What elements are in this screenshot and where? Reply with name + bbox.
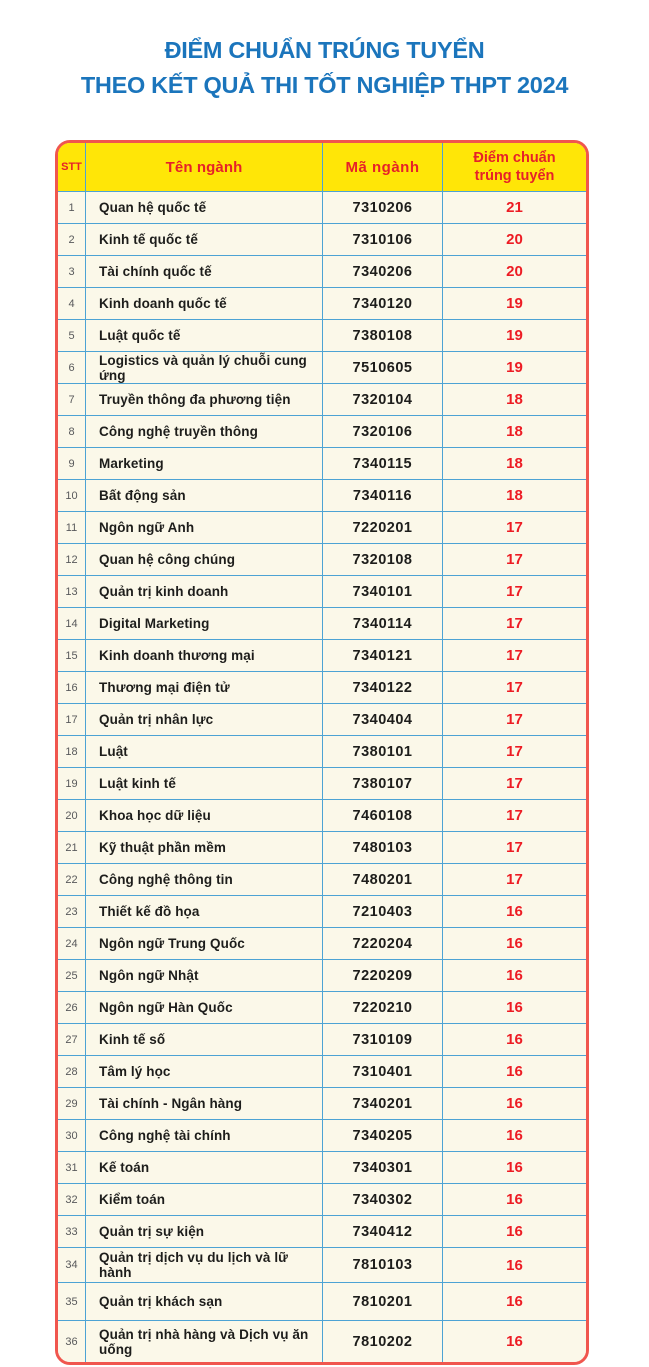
table-row — [58, 319, 586, 351]
row-index: 1 — [58, 192, 86, 223]
major-code: 7380108 — [323, 320, 443, 351]
admission-score: 17 — [506, 807, 523, 824]
major-name: Bất động sản — [86, 480, 323, 511]
row-index: 21 — [58, 832, 86, 863]
major-name: Kinh doanh thương mại — [86, 640, 323, 671]
table-row — [58, 703, 586, 735]
major-name: Luật — [86, 736, 323, 767]
table-row — [58, 863, 586, 895]
table-row — [58, 447, 586, 479]
major-code: 7340121 — [323, 640, 443, 671]
major-code: 7310401 — [323, 1056, 443, 1087]
row-index: 6 — [58, 352, 86, 383]
admission-score: 17 — [506, 839, 523, 856]
table-row — [58, 287, 586, 319]
major-code: 7340404 — [323, 704, 443, 735]
major-name: Kế toán — [86, 1152, 323, 1183]
page-title-line2: THEO KẾT QUẢ THI TỐT NGHIỆP THPT 2024 — [80, 72, 569, 98]
table-row — [58, 639, 586, 671]
major-code: 7810202 — [323, 1321, 443, 1362]
table-row — [58, 191, 586, 223]
table-row — [58, 735, 586, 767]
major-name: Ngôn ngữ Hàn Quốc — [86, 992, 323, 1023]
major-code: 7340302 — [323, 1184, 443, 1215]
admission-score: 18 — [506, 455, 523, 472]
major-name: Quản trị nhà hàng và Dịch vụ ăn uống — [86, 1321, 323, 1362]
row-index: 18 — [58, 736, 86, 767]
major-code: 7320108 — [323, 544, 443, 575]
major-code: 7380101 — [323, 736, 443, 767]
major-name: Quản trị khách sạn — [86, 1283, 323, 1320]
major-code: 7460108 — [323, 800, 443, 831]
row-index: 9 — [58, 448, 86, 479]
major-code: 7210403 — [323, 896, 443, 927]
major-name: Kỹ thuật phần mềm — [86, 832, 323, 863]
major-code: 7220204 — [323, 928, 443, 959]
admission-score: 16 — [506, 1159, 523, 1176]
table-row — [58, 991, 586, 1023]
table-row — [58, 767, 586, 799]
row-index: 36 — [58, 1321, 86, 1362]
major-code: 7480103 — [323, 832, 443, 863]
major-name: Tài chính quốc tế — [86, 256, 323, 287]
major-name: Công nghệ thông tin — [86, 864, 323, 895]
major-name: Truyền thông đa phương tiện — [86, 384, 323, 415]
admission-score: 16 — [506, 935, 523, 952]
row-index: 16 — [58, 672, 86, 703]
major-code: 7220209 — [323, 960, 443, 991]
row-index: 20 — [58, 800, 86, 831]
row-index: 33 — [58, 1216, 86, 1247]
major-name: Luật quốc tế — [86, 320, 323, 351]
major-name: Kinh tế quốc tế — [86, 224, 323, 255]
major-code: 7220201 — [323, 512, 443, 543]
admission-score: 16 — [506, 999, 523, 1016]
major-name: Quan hệ quốc tế — [86, 192, 323, 223]
major-name: Kiểm toán — [86, 1184, 323, 1215]
major-name: Quản trị dịch vụ du lịch và lữ hành — [86, 1248, 323, 1282]
table-row — [58, 415, 586, 447]
admission-score: 21 — [506, 199, 523, 216]
admission-score: 16 — [506, 1063, 523, 1080]
row-index: 7 — [58, 384, 86, 415]
admission-score: 17 — [506, 711, 523, 728]
row-index: 5 — [58, 320, 86, 351]
admission-score-table — [55, 140, 589, 1365]
row-index: 12 — [58, 544, 86, 575]
column-header-score-label: Điểm chuẩn trúng tuyển — [473, 149, 556, 184]
table-row — [58, 607, 586, 639]
major-code: 7510605 — [323, 352, 443, 383]
major-code: 7480201 — [323, 864, 443, 895]
admission-score: 17 — [506, 743, 523, 760]
column-header-score — [443, 143, 586, 191]
table-row — [58, 1320, 586, 1362]
admission-score: 18 — [506, 391, 523, 408]
admission-score: 20 — [506, 263, 523, 280]
major-code: 7320104 — [323, 384, 443, 415]
admission-score: 16 — [506, 1191, 523, 1208]
major-code: 7340412 — [323, 1216, 443, 1247]
major-code: 7810201 — [323, 1283, 443, 1320]
major-name: Tâm lý học — [86, 1056, 323, 1087]
row-index: 17 — [58, 704, 86, 735]
major-code: 7340120 — [323, 288, 443, 319]
column-header-code: Mã ngành — [323, 143, 443, 191]
admission-score: 17 — [506, 775, 523, 792]
admission-score: 16 — [506, 1031, 523, 1048]
major-code: 7810103 — [323, 1248, 443, 1282]
admission-score: 19 — [506, 359, 523, 376]
major-code: 7310206 — [323, 192, 443, 223]
page-title — [0, 33, 649, 103]
admission-score: 20 — [506, 231, 523, 248]
admission-score: 17 — [506, 519, 523, 536]
admission-score: 18 — [506, 423, 523, 440]
table-row — [58, 959, 586, 991]
admission-score: 16 — [506, 1256, 523, 1274]
table-row — [58, 1183, 586, 1215]
major-code: 7340205 — [323, 1120, 443, 1151]
table-row — [58, 479, 586, 511]
table-row — [58, 351, 586, 383]
major-code: 7310109 — [323, 1024, 443, 1055]
major-code: 7340115 — [323, 448, 443, 479]
row-index: 30 — [58, 1120, 86, 1151]
major-name: Logistics và quản lý chuỗi cung ứng — [86, 352, 323, 383]
row-index: 34 — [58, 1248, 86, 1282]
major-code: 7380107 — [323, 768, 443, 799]
table-row — [58, 1215, 586, 1247]
admission-score: 16 — [506, 903, 523, 920]
major-name: Quản trị nhân lực — [86, 704, 323, 735]
admission-score: 17 — [506, 679, 523, 696]
table-row — [58, 543, 586, 575]
major-code: 7340301 — [323, 1152, 443, 1183]
major-name: Ngôn ngữ Trung Quốc — [86, 928, 323, 959]
table-row — [58, 799, 586, 831]
row-index: 23 — [58, 896, 86, 927]
major-name: Ngôn ngữ Anh — [86, 512, 323, 543]
admission-score: 17 — [506, 583, 523, 600]
table-row — [58, 511, 586, 543]
admission-score: 18 — [506, 487, 523, 504]
admission-score: 17 — [506, 871, 523, 888]
major-name: Quản trị sự kiện — [86, 1216, 323, 1247]
major-name: Quản trị kinh doanh — [86, 576, 323, 607]
major-name: Thiết kế đồ họa — [86, 896, 323, 927]
major-name: Ngôn ngữ Nhật — [86, 960, 323, 991]
admission-score: 19 — [506, 327, 523, 344]
major-name: Công nghệ truyền thông — [86, 416, 323, 447]
major-name: Tài chính - Ngân hàng — [86, 1088, 323, 1119]
admission-score: 17 — [506, 551, 523, 568]
row-index: 32 — [58, 1184, 86, 1215]
row-index: 35 — [58, 1283, 86, 1320]
row-index: 15 — [58, 640, 86, 671]
admission-score: 16 — [506, 1095, 523, 1112]
table-row — [58, 671, 586, 703]
row-index: 2 — [58, 224, 86, 255]
admission-score: 17 — [506, 647, 523, 664]
row-index: 31 — [58, 1152, 86, 1183]
row-index: 14 — [58, 608, 86, 639]
row-index: 27 — [58, 1024, 86, 1055]
major-name: Thương mại điện tử — [86, 672, 323, 703]
admission-score: 17 — [506, 615, 523, 632]
table-header-row — [58, 143, 586, 191]
row-index: 25 — [58, 960, 86, 991]
row-index: 8 — [58, 416, 86, 447]
row-index: 13 — [58, 576, 86, 607]
major-code: 7340122 — [323, 672, 443, 703]
admission-score: 16 — [506, 1293, 523, 1310]
major-code: 7340101 — [323, 576, 443, 607]
major-name: Kinh doanh quốc tế — [86, 288, 323, 319]
table-row — [58, 223, 586, 255]
row-index: 11 — [58, 512, 86, 543]
major-name: Quan hệ công chúng — [86, 544, 323, 575]
admission-score: 16 — [506, 1333, 523, 1350]
major-name: Luật kinh tế — [86, 768, 323, 799]
table-row — [58, 1087, 586, 1119]
major-name: Khoa học dữ liệu — [86, 800, 323, 831]
major-code: 7340116 — [323, 480, 443, 511]
major-code: 7310106 — [323, 224, 443, 255]
admission-score: 16 — [506, 1223, 523, 1240]
admission-score: 16 — [506, 1127, 523, 1144]
row-index: 19 — [58, 768, 86, 799]
table-row — [58, 1055, 586, 1087]
column-header-name: Tên ngành — [86, 143, 323, 191]
major-code: 7220210 — [323, 992, 443, 1023]
admission-score: 16 — [506, 967, 523, 984]
table-body — [58, 191, 586, 1362]
major-code: 7340206 — [323, 256, 443, 287]
admission-score: 19 — [506, 295, 523, 312]
table-row — [58, 1119, 586, 1151]
table-row — [58, 895, 586, 927]
row-index: 29 — [58, 1088, 86, 1119]
row-index: 26 — [58, 992, 86, 1023]
page-title-line1: ĐIỂM CHUẨN TRÚNG TUYỂN — [164, 37, 485, 63]
row-index: 3 — [58, 256, 86, 287]
major-name: Kinh tế số — [86, 1024, 323, 1055]
row-index: 24 — [58, 928, 86, 959]
row-index: 28 — [58, 1056, 86, 1087]
row-index: 4 — [58, 288, 86, 319]
major-code: 7340114 — [323, 608, 443, 639]
table-row — [58, 1023, 586, 1055]
row-index: 22 — [58, 864, 86, 895]
table-row — [58, 1282, 586, 1320]
column-header-stt: STT — [58, 143, 86, 191]
major-code: 7320106 — [323, 416, 443, 447]
row-index: 10 — [58, 480, 86, 511]
major-name: Marketing — [86, 448, 323, 479]
table-row — [58, 383, 586, 415]
table-row — [58, 927, 586, 959]
table-row — [58, 575, 586, 607]
table-row — [58, 255, 586, 287]
major-code: 7340201 — [323, 1088, 443, 1119]
table-row — [58, 1247, 586, 1282]
major-name: Digital Marketing — [86, 608, 323, 639]
table-row — [58, 1151, 586, 1183]
major-name: Công nghệ tài chính — [86, 1120, 323, 1151]
table-row — [58, 831, 586, 863]
